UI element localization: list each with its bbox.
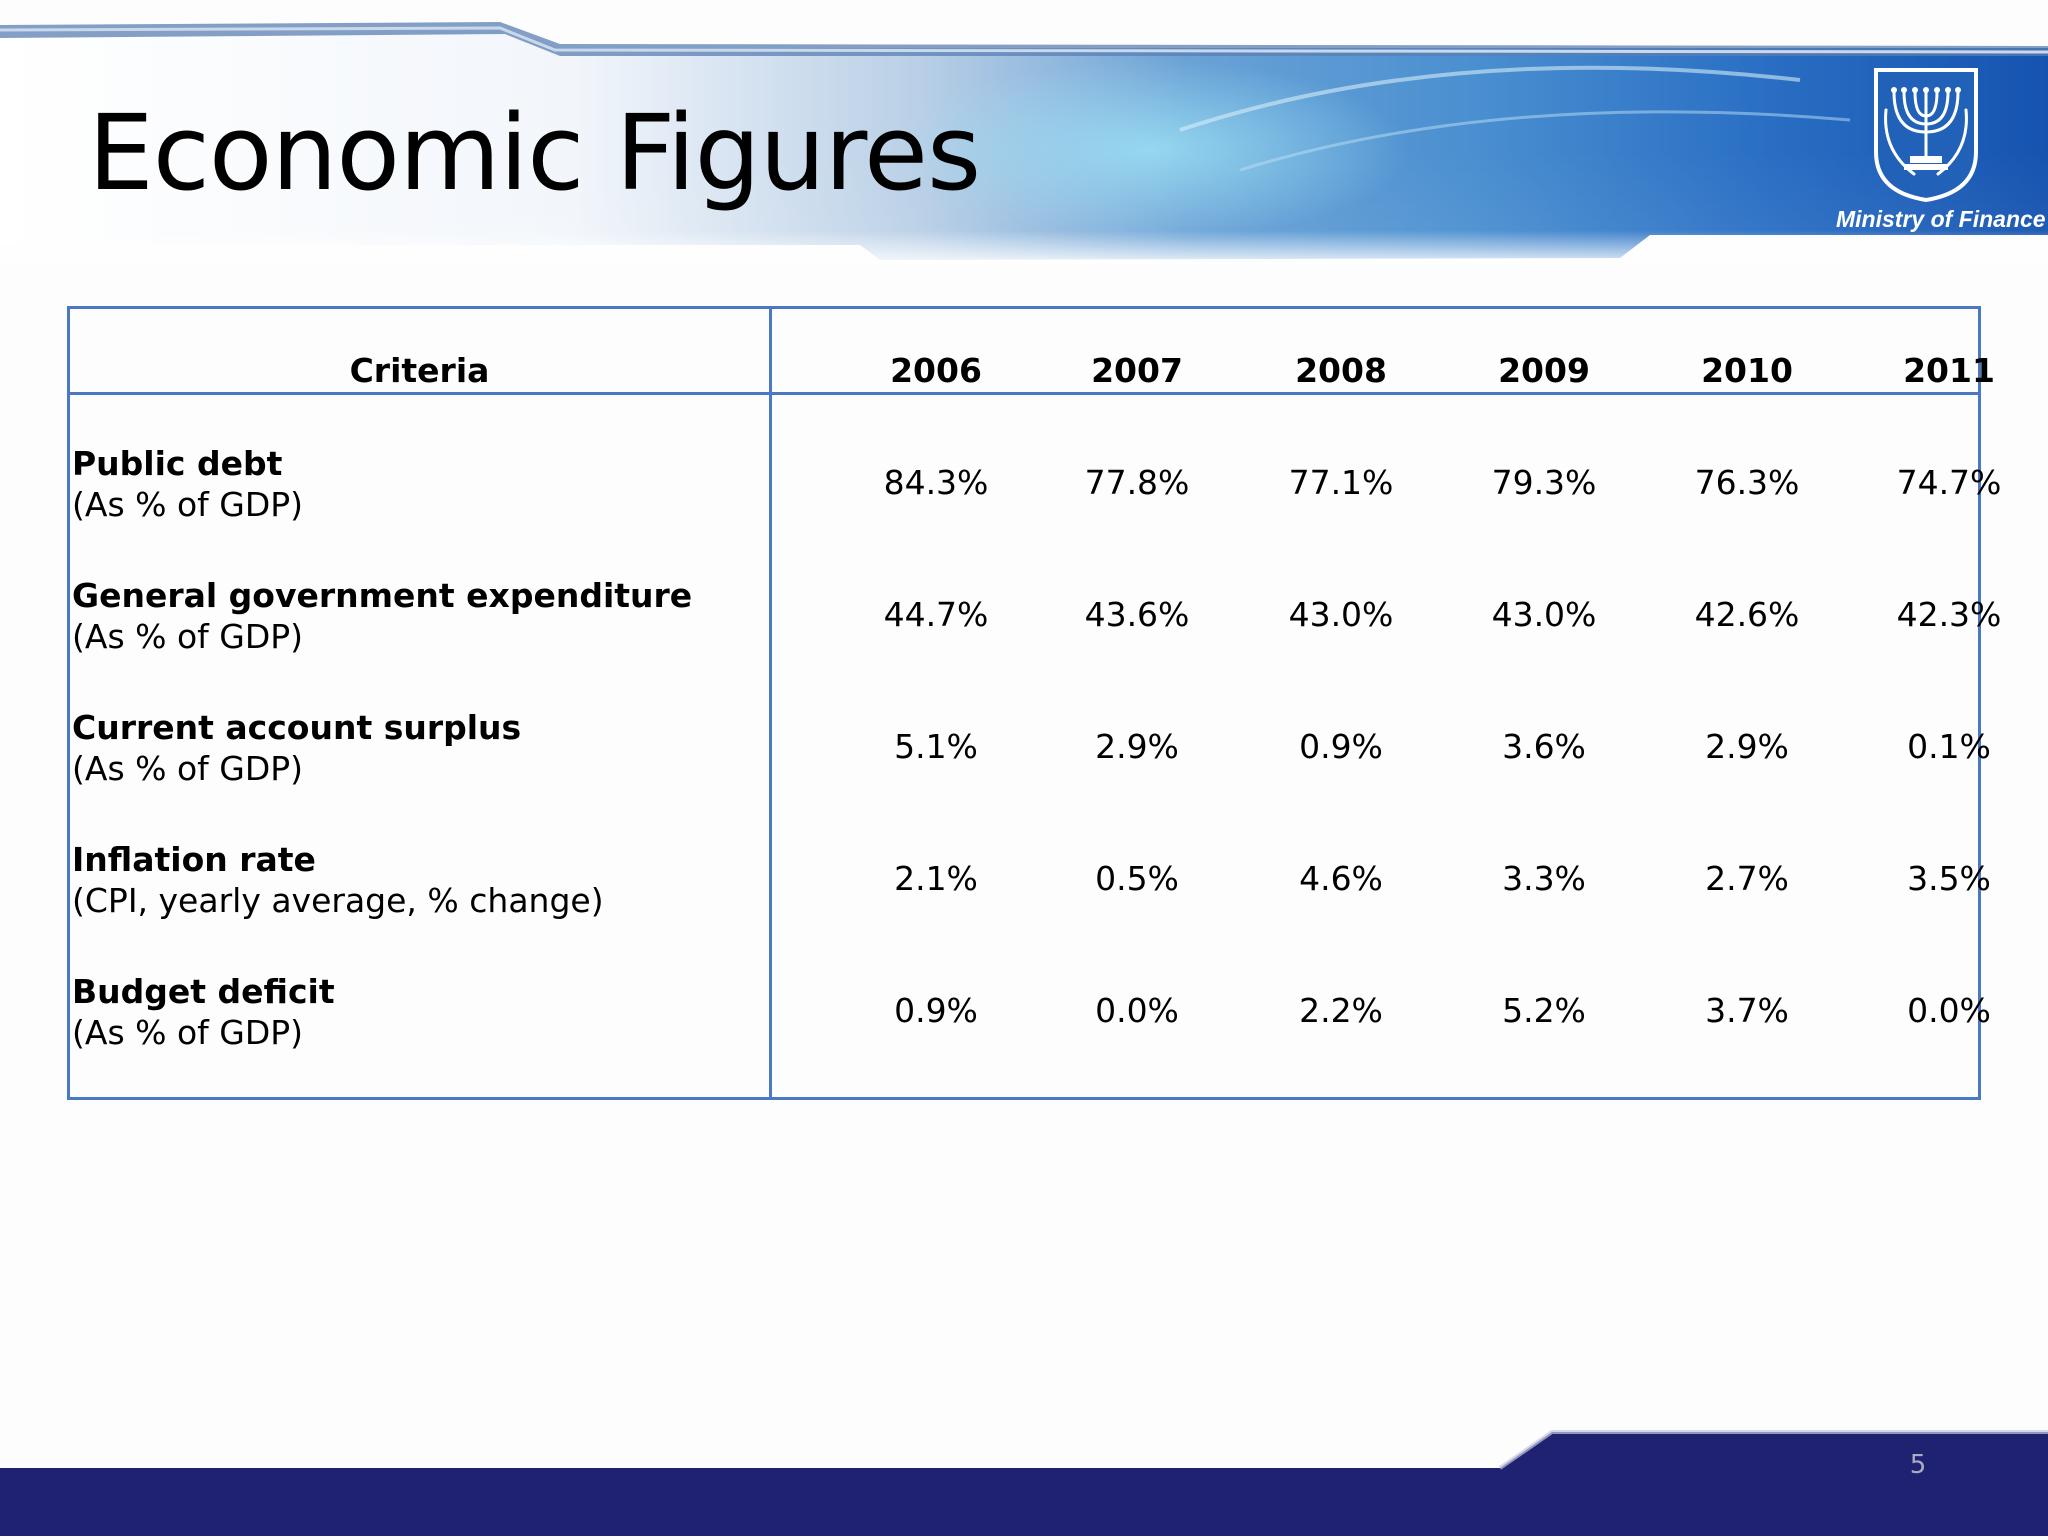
economic-figures-table	[67, 306, 2002, 1100]
value-cell: 76.3%	[1694, 463, 1800, 502]
criteria-cell	[72, 575, 762, 657]
year-header-2008: 2008	[1295, 351, 1387, 390]
value-cell: 0.5%	[1095, 859, 1179, 898]
value-cell: 2.9%	[1095, 727, 1179, 766]
value-cell: 3.6%	[1502, 727, 1586, 766]
criteria-unit: (As % of GDP)	[72, 485, 304, 524]
table-row-budget-deficit	[70, 971, 1991, 1103]
value-cell: 3.3%	[1502, 859, 1586, 898]
value-cell: 43.0%	[1288, 595, 1394, 634]
state-emblem-icon	[1870, 66, 1982, 202]
value-cell: 3.5%	[1907, 859, 1991, 898]
value-cell: 79.3%	[1491, 463, 1597, 502]
value-cell: 0.9%	[1299, 727, 1383, 766]
value-cell: 4.6%	[1299, 859, 1383, 898]
value-cell: 0.1%	[1907, 727, 1991, 766]
table-row-inflation-rate	[70, 839, 1991, 971]
value-cell: 0.0%	[1095, 991, 1179, 1030]
criteria-name: Inflation rate	[72, 840, 316, 879]
criteria-name: Public debt	[72, 444, 283, 483]
year-header-2010: 2010	[1701, 351, 1793, 390]
value-cell: 2.7%	[1705, 859, 1789, 898]
page-number: 5	[1909, 1450, 1927, 1480]
criteria-unit: (As % of GDP)	[72, 617, 304, 656]
criteria-unit: (As % of GDP)	[72, 749, 304, 788]
year-header-2011: 2011	[1903, 351, 1995, 390]
criteria-unit: (CPI, yearly average, % change)	[72, 881, 604, 920]
value-cell: 43.6%	[1084, 595, 1190, 634]
criteria-cell	[72, 971, 762, 1053]
value-cell: 2.9%	[1705, 727, 1789, 766]
value-cell: 84.3%	[883, 463, 989, 502]
criteria-unit: (As % of GDP)	[72, 1013, 304, 1052]
year-header-2006: 2006	[890, 351, 982, 390]
criteria-cell	[72, 839, 762, 921]
value-cell: 77.8%	[1084, 463, 1190, 502]
header-divider	[70, 392, 1978, 395]
year-header-2009: 2009	[1498, 351, 1590, 390]
table-row-current-account	[70, 707, 1991, 839]
value-cell: 44.7%	[883, 595, 989, 634]
criteria-name: Current account surplus	[72, 708, 522, 747]
table-row-government-expenditure	[70, 575, 2002, 707]
value-cell: 5.1%	[894, 727, 978, 766]
criteria-name: Budget deficit	[72, 972, 335, 1011]
ministry-label: Ministry of Finance	[1836, 206, 2046, 232]
value-cell: 0.9%	[894, 991, 978, 1030]
value-cell: 43.0%	[1491, 595, 1597, 634]
criteria-name: General government expenditure	[72, 576, 693, 615]
value-cell: 0.0%	[1907, 991, 1991, 1030]
value-cell: 3.7%	[1705, 991, 1789, 1030]
value-cell: 77.1%	[1288, 463, 1394, 502]
criteria-cell	[72, 443, 762, 525]
value-cell: 2.2%	[1299, 991, 1383, 1030]
slide-title: Economic Figures	[88, 92, 981, 214]
year-header-2007: 2007	[1091, 351, 1183, 390]
value-cell: 5.2%	[1502, 991, 1586, 1030]
footer-band	[0, 1420, 2048, 1536]
value-cell: 42.6%	[1694, 595, 1800, 634]
value-cell: 74.7%	[1896, 463, 2002, 502]
criteria-header: Criteria	[349, 351, 490, 390]
value-cell: 42.3%	[1896, 595, 2002, 634]
value-cell: 2.1%	[894, 859, 978, 898]
criteria-cell	[72, 707, 762, 789]
table-row-public-debt	[70, 443, 2002, 575]
